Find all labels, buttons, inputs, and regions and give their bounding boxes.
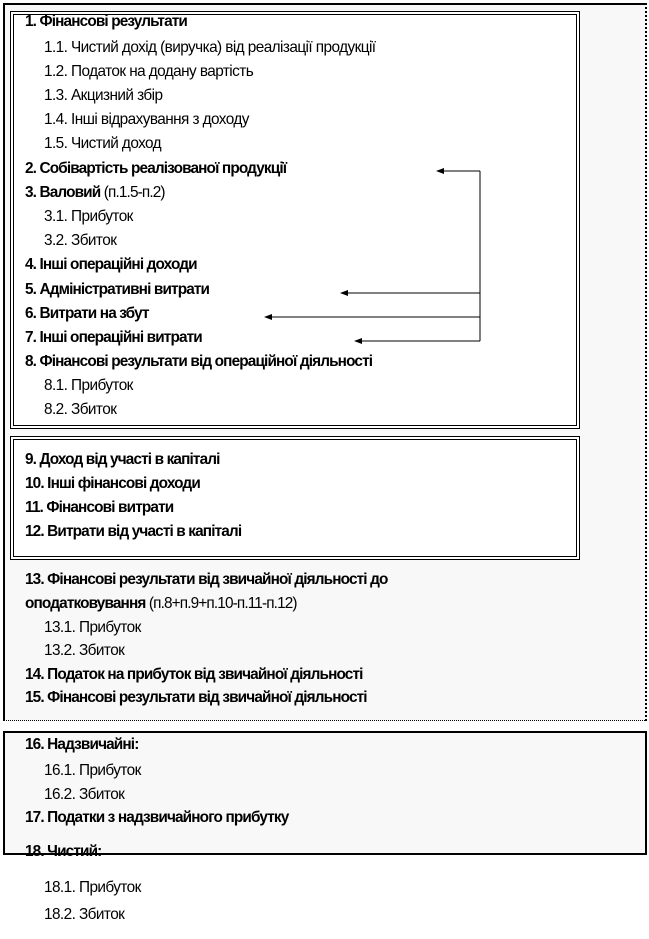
item-15: 15. Фінансові результати від звичайної діяльності (25, 689, 367, 706)
item-13-1: 13.1. Прибуток (44, 619, 141, 636)
item-8: 8. Фінансові результати від операційної діяльності (25, 353, 373, 370)
arrowhead-icon (436, 168, 444, 174)
item-18-2: 18.2. Збиток (44, 906, 125, 923)
item-1: 1. Фінансові результати (25, 13, 187, 30)
item-3-1: 3.1. Прибуток (44, 208, 133, 225)
item-14: 14. Податок на прибуток від звичайної діяльності (25, 666, 363, 683)
arrowhead-icon (340, 290, 348, 296)
item-17: 17. Податки з надзвичайного прибутку (25, 809, 289, 826)
item-1-2: 1.2. Податок на додану вартість (44, 63, 254, 80)
item-10: 10. Інші фінансові доходи (25, 475, 200, 492)
item-8-2: 8.2. Збиток (44, 401, 117, 418)
item-2: 2. Собівартість реалізованої продукції (25, 160, 287, 177)
item-13-label-cont: оподатковування (25, 595, 146, 612)
item-3-formula: (п.1.5-п.2) (103, 184, 165, 201)
item-5: 5. Адміністративні витрати (25, 281, 210, 298)
item-13-2: 13.2. Збиток (44, 642, 125, 659)
arrowhead-icon (264, 314, 272, 320)
arrowhead-icon (354, 338, 362, 344)
item-16: 16. Надзвичайні: (25, 736, 139, 753)
item-6: 6. Витрати на збут (25, 305, 149, 322)
item-11: 11. Фінансові витрати (25, 499, 174, 516)
item-3-label: 3. Валовий (25, 184, 101, 201)
item-18: 18. Чистий: (25, 843, 102, 860)
item-9: 9. Доход від участі в капіталі (25, 451, 220, 468)
item-16-2: 16.2. Збиток (44, 786, 125, 803)
item-8-1: 8.1. Прибуток (44, 377, 133, 394)
item-1-3: 1.3. Акцизний збір (44, 87, 163, 104)
item-7: 7. Інші операційні витрати (25, 329, 202, 346)
item-12: 12. Витрати від участі в капіталі (25, 523, 242, 540)
item-18-1: 18.1. Прибуток (44, 879, 141, 896)
item-1-4: 1.4. Інші відрахування з доходу (44, 111, 249, 128)
item-1-5: 1.5. Чистий доход (44, 135, 162, 152)
item-4: 4. Інші операційні доходи (25, 256, 197, 273)
item-13: 13. Фінансові результати від звичайної діяльності до (25, 571, 388, 588)
item-13-formula: (п.8+п.9+п.10-п.11-п.12) (148, 595, 297, 612)
item-1-1: 1.1. Чистий дохід (виручка) від реалізації продукції (44, 39, 376, 56)
item-3-2: 3.2. Збиток (44, 232, 117, 249)
item-16-1: 16.1. Прибуток (44, 762, 141, 779)
